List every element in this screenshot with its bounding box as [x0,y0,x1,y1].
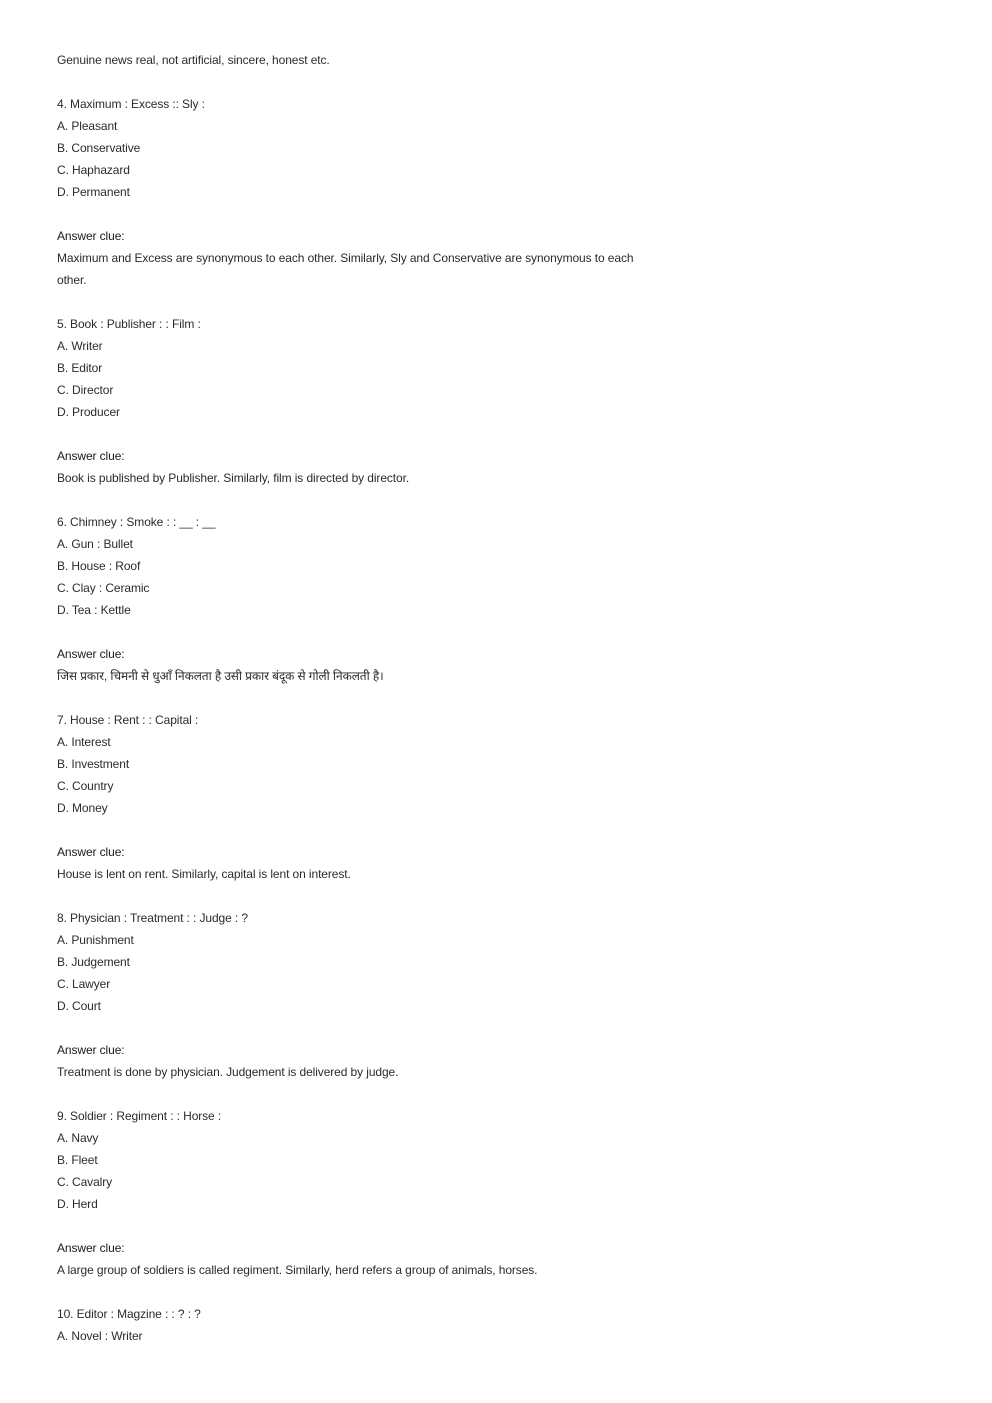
answer-clue-label: Answer clue: [57,1043,125,1057]
option-c: C. Haphazard [57,163,130,177]
answer-clue-text: Treatment is done by physician. Judgement is delivered by judge. [57,1065,399,1079]
question-text: 8. Physician : Treatment : : Judge : ? [57,911,248,925]
option-b: B. Judgement [57,955,130,969]
option-b: B. House : Roof [57,559,141,573]
option-a: A. Pleasant [57,119,118,133]
question-block [57,907,657,1105]
option-c: C. Country [57,779,114,793]
option-d: D. Tea : Kettle [57,603,131,617]
option-c: C. Cavalry [57,1175,113,1189]
answer-clue-text-continued: other. [57,273,87,287]
question-text: 9. Soldier : Regiment : : Horse : [57,1109,222,1123]
option-a: A. Punishment [57,933,134,947]
answer-clue-label: Answer clue: [57,449,125,463]
question-block [57,709,657,907]
answer-clue-text: Maximum and Excess are synonymous to each other. Similarly, Sly and Conservative are synonymous to each [57,251,634,265]
option-b: B. Editor [57,361,103,375]
answer-clue-label: Answer clue: [57,647,125,661]
document-page [57,49,657,1347]
option-c: C. Director [57,383,114,397]
question-text: 10. Editor : Magzine : : ? : ? [57,1307,201,1321]
answer-clue-text: जिस प्रकार, चिमनी से धुआँ निकलता है उसी प्रकार बंदूक से गोली निकलती है। [57,669,384,683]
answer-clue-text: Book is published by Publisher. Similarly, film is directed by director. [57,471,410,485]
option-b: B. Investment [57,757,130,771]
question-text: 5. Book : Publisher : : Film : [57,317,201,331]
question-text: 4. Maximum : Excess :: Sly : [57,97,205,111]
question-text: 6. Chimney : Smoke : : __ : __ [57,515,216,529]
answer-clue-label: Answer clue: [57,1241,125,1255]
answer-clue-text: A large group of soldiers is called regiment. Similarly, herd refers a group of animals, horses. [57,1263,538,1277]
option-d: D. Permanent [57,185,130,199]
question-block [57,511,657,709]
option-a: A. Novel : Writer [57,1329,143,1343]
option-a: A. Navy [57,1131,99,1145]
option-b: B. Fleet [57,1153,98,1167]
option-c: C. Clay : Ceramic [57,581,150,595]
answer-clue-label: Answer clue: [57,845,125,859]
option-a: A. Interest [57,735,111,749]
option-d: D. Producer [57,405,120,419]
option-d: D. Money [57,801,108,815]
answer-clue-label: Answer clue: [57,229,125,243]
question-block [57,313,657,511]
option-a: A. Writer [57,339,103,353]
option-c: C. Lawyer [57,977,111,991]
intro-text: Genuine news real, not artificial, sincere, honest etc. [57,53,330,67]
answer-clue-text: House is lent on rent. Similarly, capital is lent on interest. [57,867,351,881]
question-block [57,93,657,313]
option-d: D. Herd [57,1197,98,1211]
option-a: A. Gun : Bullet [57,537,133,551]
question-block [57,1303,657,1347]
option-d: D. Court [57,999,101,1013]
option-b: B. Conservative [57,141,141,155]
question-block [57,1105,657,1303]
question-text: 7. House : Rent : : Capital : [57,713,199,727]
